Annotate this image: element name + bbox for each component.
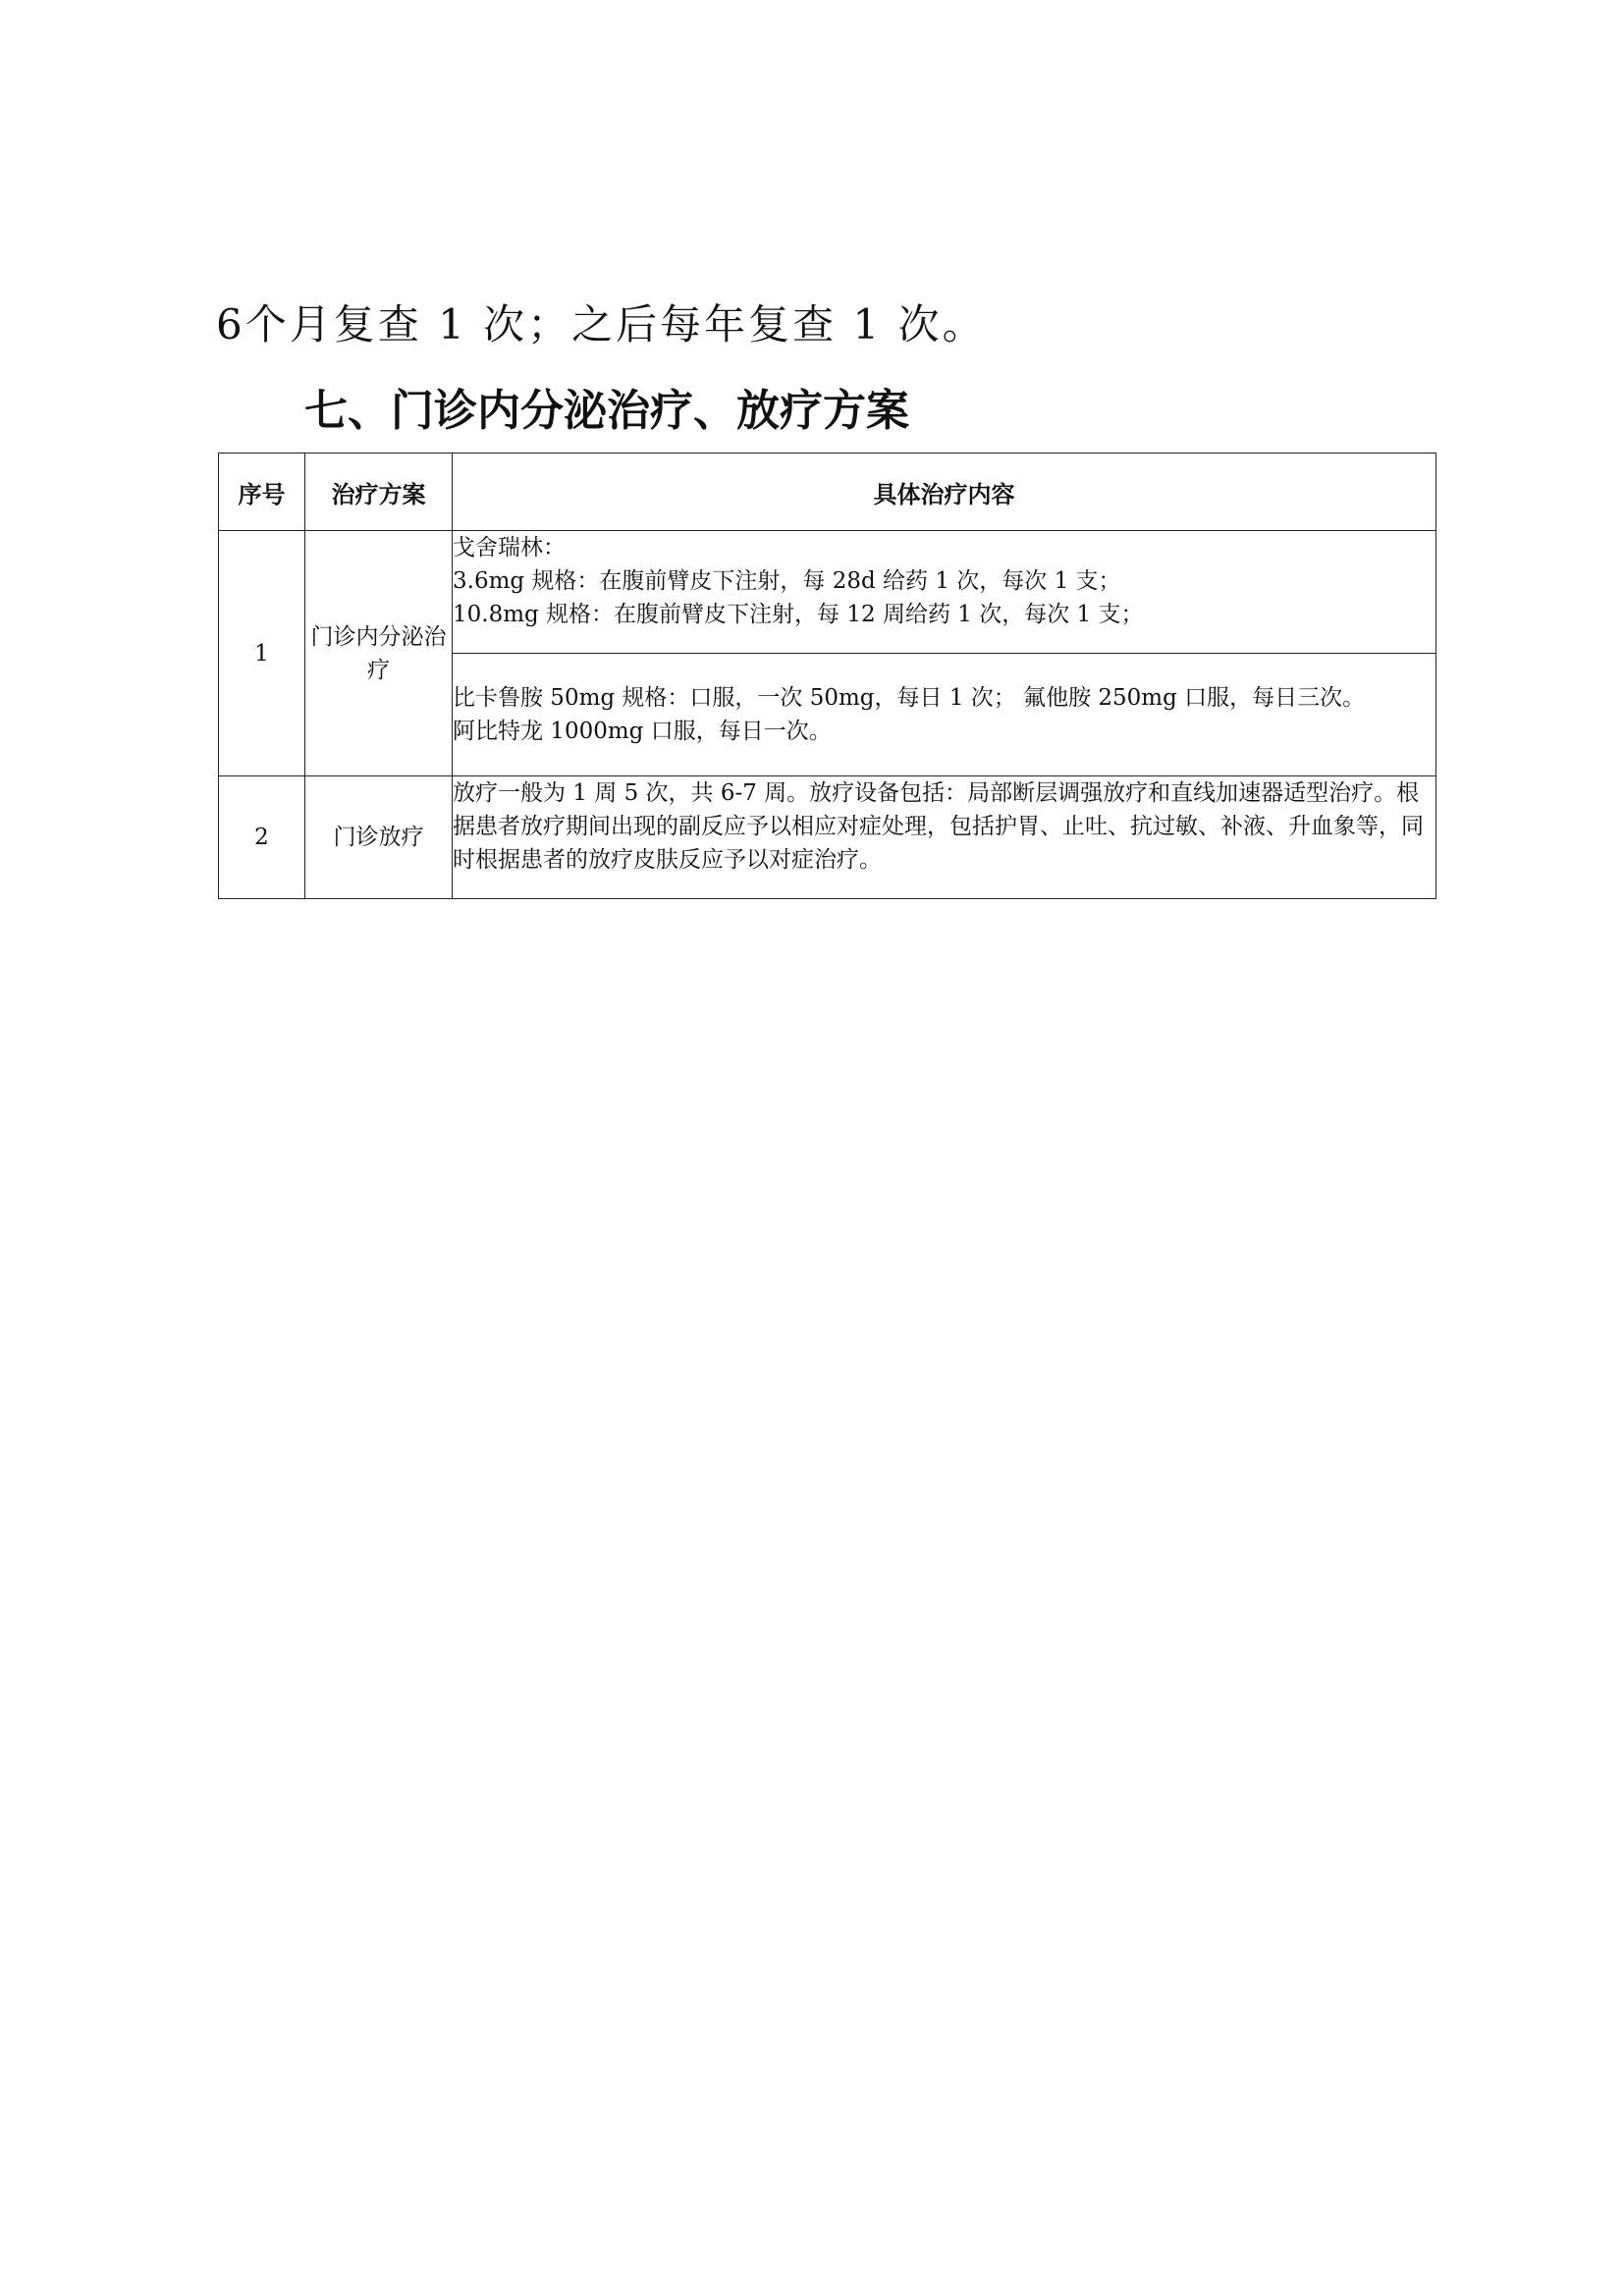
header-number: 序号 xyxy=(219,454,305,531)
row-content-goserelin xyxy=(453,531,1436,654)
row-number: 1 xyxy=(219,531,305,776)
section-heading: 七、门诊内分泌治疗、放疗方案 xyxy=(304,386,909,436)
content-line: 阿比特龙 1000mg 口服，每日一次。 xyxy=(453,719,832,744)
content-line: 戈舍瑞林： xyxy=(453,535,566,561)
content-line: 比卡鲁胺 50mg 规格：口服，一次 50mg，每日 1 次； 氟他胺 250mg 口服，每日三次。 xyxy=(453,685,1366,711)
row-content-radiotherapy: 放疗一般为 1 周 5 次，共 6-7 周。放疗设备包括：局部断层调强放疗和直线加速器适型治疗。根据患者放疗期间出现的副反应予以相应对症处理，包括护胃、止吐、抗过敏、补液、升血象等，同时根据患者的放疗皮肤反应予以对症治疗。 xyxy=(453,776,1436,899)
row-plan-label: 门诊内分泌治疗 xyxy=(310,623,447,683)
table-row xyxy=(219,531,1436,654)
table-header-row xyxy=(219,454,1436,531)
header-plan: 治疗方案 xyxy=(305,454,453,531)
treatment-plan-table xyxy=(218,453,1436,899)
row-number: 2 xyxy=(219,776,305,899)
content-line: 3.6mg 规格：在腹前臂皮下注射，每 28d 给药 1 次，每次 1 支； xyxy=(453,568,1121,594)
content-line: 10.8mg 规格：在腹前臂皮下注射，每 12 周给药 1 次，每次 1 支； xyxy=(453,602,1144,627)
header-content: 具体治疗内容 xyxy=(453,454,1436,531)
row-content-oral xyxy=(453,654,1436,776)
continuation-text: 6个月复查 1 次；之后每年复查 1 次。 xyxy=(216,300,987,348)
row-plan xyxy=(305,531,453,776)
table-row xyxy=(219,776,1436,899)
row-plan: 门诊放疗 xyxy=(305,776,453,899)
